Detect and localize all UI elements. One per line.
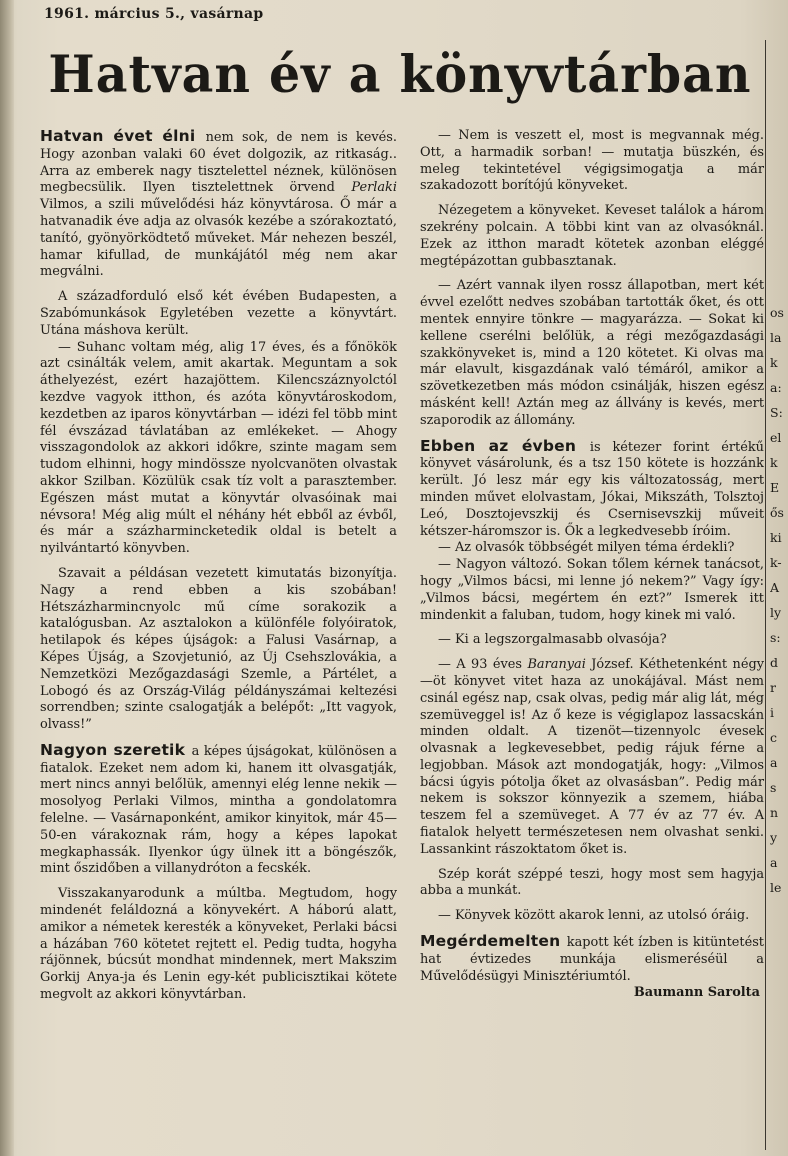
author-signature: Baumann Sarolta	[633, 985, 760, 1001]
paragraph: Nagyon szeretik a képes újságokat, különösen a fiatalok. Ezeket nem adom ki, hanem itt olvasgatják, mert nincs annyi belőlük, amennyi elég lenne nekik — mosolyog Perlaki Vilmos, mintha a gondolatomra felelne. — Vasárnaponként, amikor kinyitok, már 45—50-en várakoznak rám, hogy a képes lapokat megkaphassák. Ilyenkor úgy ülnek itt a böngészők, mint őszidőben a villanydróton a fecskék.	[40, 740, 397, 877]
column-middle	[420, 128, 764, 1002]
column-rule-right	[765, 40, 766, 1150]
lead-words: Ebben az évben	[420, 436, 577, 455]
adjacent-column-fragments: os la k a: S: el k E ős ki k- A ly s: d r i c a s n y a le	[770, 305, 784, 895]
paragraph: Ebben az évben is kétezer forint értékű könyvet vásárolunk, és a tsz 150 kötete is hozzánk került. Jó lesz már egy kis változatosság, mert minden művet elolvastam, Jókai, Mikszáth, Tolsztoj Leó, Dosztojevszkij és Csernisevszkij műveit kétszer-háromszor is. Ők a legkedvesebb íróim.	[420, 436, 764, 539]
paragraph: Visszakanyarodunk a múltba. Megtudom, hogy mindenét feláldozná a könyvekért. A háború alatt, amikor a németek keresték a könyveket, Perlaki bácsi a házában 760 kötetet rejtett el. Pedig tudta, hogyha rájönnek, búcsút mondhat mindennek, mert Makszim Gorkij Anya-ja és Lenin egy-két publicisztikai kötete megvolt az akkori könyvtárban.	[40, 886, 397, 1003]
paragraph: — Az olvasók többségét milyen téma érdekli?	[438, 540, 735, 556]
paragraph: — Azért vannak ilyen rossz állapotban, mert két évvel ezelőtt nedves szobában tartották őket, és ott mentek ennyire tönkre — magyarázza. — Sokat ki kellene cserélni belőlük, a régi mezőgazdasági szakkönyveket is, mind a 120 kötetet. Ki olvas ma már elavult, kisgazdának való témáról, amikor a szövetkezetben más módon csinálják, hiszen egész másként kell! Aztán meg az állvány is kevés, mert szaporodik az állomány.	[420, 278, 764, 428]
column-left	[40, 128, 397, 1004]
article-title: Hatvan év a könyvtárban	[48, 43, 752, 105]
paragraph: — Nem is veszett el, most is megvannak még. Ott, a harmadik sorban! — mutatja büszkén, és meleg tekintetével végigsimogatja a már szakadozott borítójú könyveket.	[420, 128, 764, 194]
paragraph: Szép korát széppé teszi, hogy most sem hagyja abba a munkát.	[420, 866, 764, 899]
paragraph: A századforduló első két évében Budapesten, a Szabómunkások Egyletében vezette a könyvtárt. Utána máshova került.	[40, 289, 397, 338]
paragraph: — Ki a legszorgalmasabb olvasója?	[438, 632, 667, 648]
paragraph: Hatvan évet élni nem sok, de nem is kevés. Hogy azonban valaki 60 évet dolgozik, az ritkaság.. Arra az emberek nagy tisztelettel néznek, különösen megbecsülik. Ilyen tisztelettnek örvend Perlaki Vilmos, a szili művelődési ház könyvtárosa. Ő már a hatvanadik éve adja az olvasók kezébe a szórakoztató, tanító, gyönyörködtető műveket. Már nehezen beszél, hamar kifullad, de munkájától még nem akar megválni.	[40, 127, 397, 280]
paragraph: — Nagyon változó. Sokan tőlem kérnek tanácsot, hogy „Vilmos bácsi, mi lenne jó nekem?” Vagy így: „Vilmos bácsi, megértem én ezt?” Ismerek itt mindenkit a faluban, tudom, hogy kinek mi való.	[420, 557, 764, 623]
paragraph: — Könyvek között akarok lenni, az utolsó óráig.	[438, 908, 750, 924]
paragraph: Nézegetem a könyveket. Keveset találok a három szekrény polcain. A többi kint van az olvasóknál. Ezek az itthon maradt kötetek azonban eléggé megtépázottan gubbasztanak.	[420, 203, 764, 269]
date-header: 1961. március 5., vasárnap	[44, 6, 264, 22]
page-binding-shadow	[0, 0, 14, 1156]
lead-words: Megérdemelten	[420, 932, 561, 951]
paragraph: — Suhanc voltam még, alig 17 éves, és a főnökök azt csinálták velem, amit akartak. Meguntam a sok áthelyezést, ezért hazajöttem. Kilencszáznyolctól kezdve vagyok itthon, és azóta könyvtároskodom, kezdetben az iparos könyvtárban — idézi fel több mint fél évszázad távlatában az emlékeket. — Ahogy visszagondolok az akkori időkre, szinte magam sem tudom elhinni, hogy mindössze nyolcvanöten olvastak akkor Szilban. Közülük csak tíz volt a parasztember. Egészen mást mutat a könyvtár olvasóinak mai névsora! Még alig múlt el néhány hét ebből az évből, és már a százharmincketedik oldal is betelt a nyilvántartó könyvben.	[40, 339, 397, 557]
lead-words: Nagyon szeretik	[40, 740, 186, 759]
paragraph: — A 93 éves Baranyai József. Kéthetenként négy—öt könyvet vitet haza az unokájával. Mást nem csinál egész nap, csak olvas, pedig már alig lát, még szemüveggel is! Az ő keze is végiglapoz lassacskán minden oldalt. A tizenöt—tizennyolc évesek olvasnak a legkevesebbet, pedig rájuk férne a legjobban. Mások azt mondogatják, hogy: „Vilmos bácsi úgyis pótolja őket az olvasásban”. Pedig már nekem is sokszor könnyezik a szemem, hiába teszem fel a szemüveget. A 77 év az 77 év. A fiatalok helyett természetesen nem olvashat senki. Lassankint rászoktatom őket is.	[420, 657, 764, 857]
paragraph: Megérdemelten kapott két ízben is kitüntetést hat évtizedes munkája elismeréséül a Művelődésügyi Minisztériumtól.	[420, 932, 764, 984]
paragraph: Szavait a példásan vezetett kimutatás bizonyítja. Nagy a rend ebben a kis szobában! Hétszázharmincnyolc mű címe sorakozik a katalógusban. Az asztalokon a különféle folyóiratok, hetilapok és képes újságok: a Falusi Vasárnap, a Képes Újság, a Szovjetunió, az Új Csehszlovákia, a Nemzetközi Mezőgazdasági Szemle, a Pártélet, a Lobogó és az Ország-Világ példányszámai keltezési sorrendben; szinte csalogatják a belépőt: „Itt vagyok, olvass!”	[40, 565, 397, 733]
lead-words: Hatvan évet élni	[40, 127, 196, 145]
